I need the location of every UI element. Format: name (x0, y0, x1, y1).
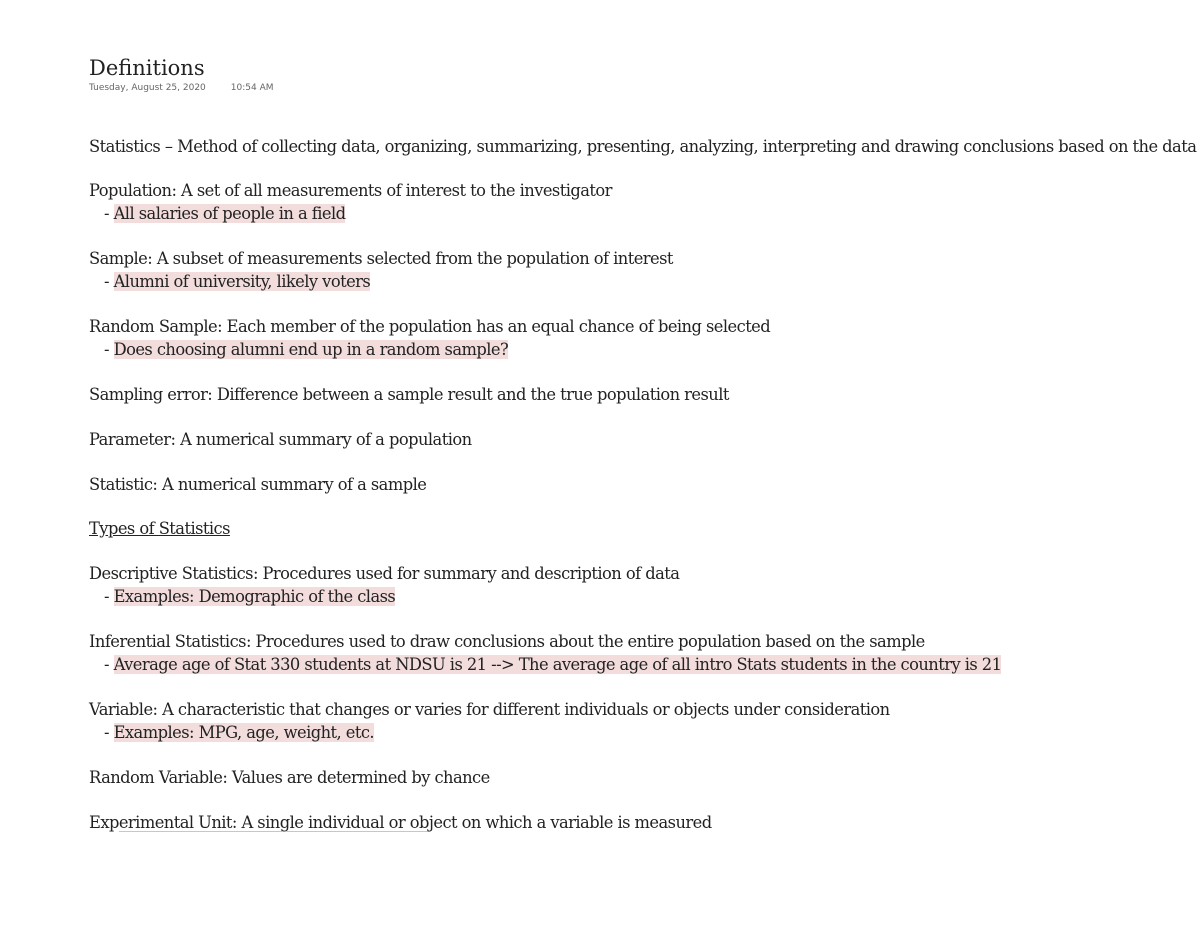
definition-random-sample: Random Sample: Each member of the population has an equal chance of being selected (89, 317, 771, 336)
highlighted-example: Does choosing alumni end up in a random sample? (113, 340, 509, 359)
definition-inferential: Inferential Statistics: Procedures used to draw conclusions about the entire population based on the sample (89, 632, 925, 651)
example-population (89, 202, 1197, 225)
spellcheck-underlined-text: erimental Unit: A single individual or ob (118, 813, 429, 832)
text-segment: ject on which a variable is measured (428, 813, 712, 832)
example-random-sample (89, 338, 1197, 361)
bullet: - (104, 272, 109, 291)
example-descriptive (89, 585, 1197, 608)
bullet: - (104, 340, 109, 359)
note-time: 10:54 AM (230, 83, 274, 93)
note-date: Tuesday, August 25, 2020 (89, 83, 206, 93)
definition-statistics: Statistics – Method of collecting data, organizing, summarizing, presenting, analyzing, interpreting and drawing conclusions based on the data (89, 137, 1197, 156)
page-title[interactable]: Definitions (89, 56, 205, 80)
example-variable (89, 721, 1197, 744)
definition-descriptive: Descriptive Statistics: Procedures used for summary and description of data (89, 564, 680, 583)
definition-variable: Variable: A characteristic that changes or varies for different individuals or objects under consideration (89, 700, 890, 719)
highlighted-example: Alumni of university, likely voters (113, 272, 371, 291)
definition-sample: Sample: A subset of measurements selected from the population of interest (89, 249, 673, 268)
highlighted-example: Examples: MPG, age, weight, etc. (113, 723, 375, 742)
definition-experimental-unit (89, 811, 1197, 834)
section-heading-types: Types of Statistics (89, 519, 230, 538)
highlighted-example: Examples: Demographic of the class (113, 587, 396, 606)
definition-statistic: Statistic: A numerical summary of a sample (89, 475, 427, 494)
definition-parameter: Parameter: A numerical summary of a population (89, 430, 472, 449)
note-timestamp (89, 83, 1197, 93)
example-inferential (89, 653, 1197, 676)
definition-sampling-error: Sampling error: Difference between a sample result and the true population result (89, 385, 729, 404)
definition-population: Population: A set of all measurements of interest to the investigator (89, 181, 612, 200)
example-sample (89, 270, 1197, 293)
note-body[interactable] (89, 135, 1197, 834)
bullet: - (104, 587, 109, 606)
text-segment: Exp (89, 813, 119, 832)
definition-random-variable: Random Variable: Values are determined by chance (89, 768, 490, 787)
bullet: - (104, 655, 109, 674)
highlighted-example: All salaries of people in a field (113, 204, 346, 223)
bullet: - (104, 723, 109, 742)
bullet: - (104, 204, 109, 223)
note-page (89, 55, 1197, 834)
highlighted-example: Average age of Stat 330 students at NDSU is 21 --> The average age of all intro Stats students in the country is 21 (113, 655, 1002, 674)
